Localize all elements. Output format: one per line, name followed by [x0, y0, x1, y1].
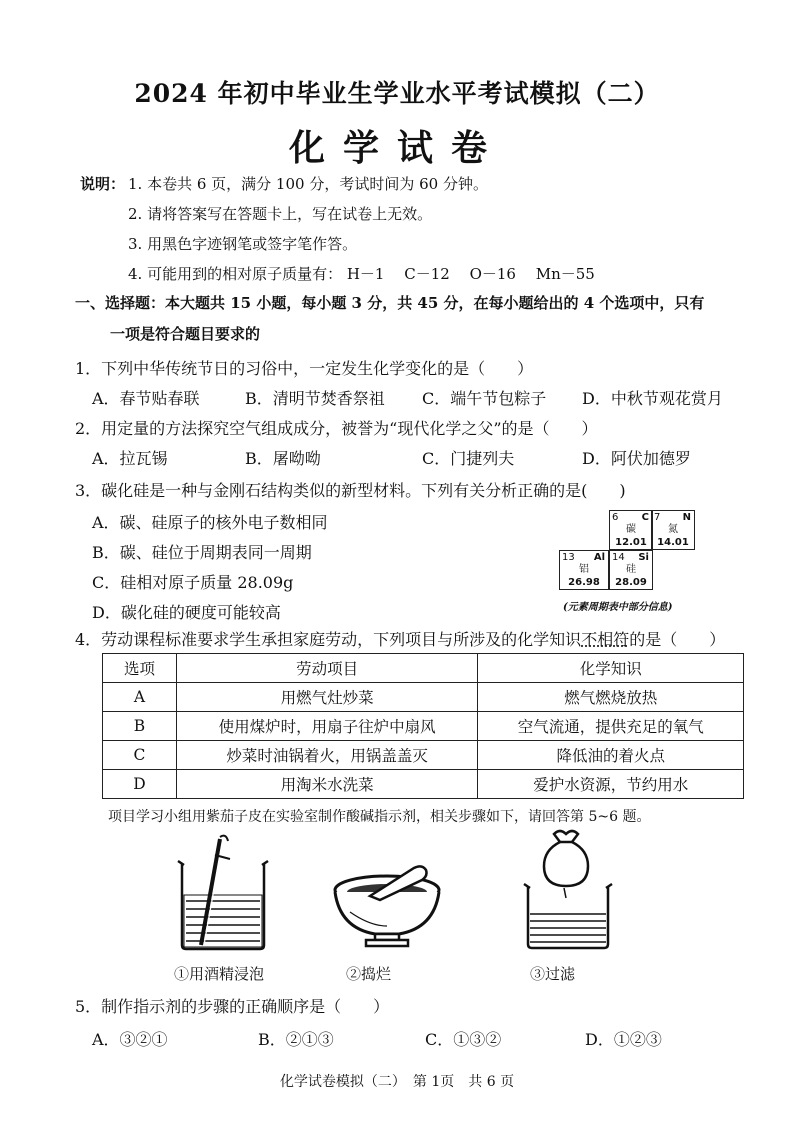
table-row	[103, 741, 744, 770]
table-row	[103, 712, 744, 741]
q2-option-b: B．屠呦呦	[245, 449, 321, 468]
figure-caption-soak: ①用酒精浸泡	[174, 965, 265, 983]
periodic-caption: (元素周期表中部分信息)	[563, 602, 673, 613]
atomic-number: 6	[612, 512, 619, 523]
q4-stem-part1: 4．劳动课程标准要求学生承担家庭劳动，下列项目与所涉及的化学知识	[75, 630, 582, 649]
table-cell: 炒菜时油锅着火，用锅盖盖灭	[176, 741, 478, 770]
subject-title: 化学试卷	[288, 127, 505, 169]
q4-stem-part2: 的是（ ）	[629, 630, 726, 649]
question-5-stem: 5．制作指示剂的步骤的正确顺序是（ ）	[75, 997, 390, 1016]
periodic-table-excerpt	[559, 510, 695, 600]
atomic-mass: 26.98	[568, 577, 600, 588]
element-name: 铝	[579, 564, 589, 575]
q2-option-d: D．阿伏加德罗	[582, 449, 691, 468]
instruction-item: 3. 用黑色字迹钢笔或签字笔作答。	[128, 235, 358, 253]
q2-option-c: C．门捷列夫	[422, 449, 515, 468]
atomic-mass: 12.01	[615, 537, 647, 548]
header-chem-knowledge: 化学知识	[478, 654, 744, 683]
element-symbol: C	[641, 512, 649, 523]
q4-table	[102, 653, 744, 799]
periodic-cell-silicon	[609, 550, 653, 590]
q3-option-d: D．碳化硅的硬度可能较高	[92, 603, 281, 622]
q5-option-a: A．③②①	[92, 1030, 168, 1049]
section-heading: 一、选择题：本大题共 15 小题，每小题 3 分，共 45 分，在每小题给出的 4 个选项中，只有	[75, 294, 705, 312]
q5-option-b: B．②①③	[258, 1030, 334, 1049]
instruction-item: 2. 请将答案写在答题卡上，写在试卷上无效。	[128, 205, 433, 223]
section-heading-cont: 一项是符合题目要求的	[110, 325, 261, 343]
atomic-mass: 14.01	[657, 537, 689, 548]
instruction-item: 4. 可能用到的相对原子质量有： H－1 C－12 O－16 Mn－55	[128, 265, 595, 283]
table-row	[103, 770, 744, 799]
table-cell: B	[103, 712, 177, 741]
element-name: 硅	[626, 564, 636, 575]
filtering-figure	[516, 826, 626, 951]
table-cell: 爱护水资源，节约用水	[478, 770, 744, 799]
figure-caption-mash: ②捣烂	[346, 965, 392, 983]
element-symbol: Si	[638, 552, 649, 563]
q4-stem-emphasis: 不相符	[581, 630, 630, 649]
exam-title: 2024 年初中毕业生学业水平考试模拟（二）	[134, 79, 660, 108]
table-cell: C	[103, 741, 177, 770]
q2-option-a: A．拉瓦锡	[92, 449, 168, 468]
q5-option-d: D．①②③	[585, 1030, 662, 1049]
instructions-label: 说明：	[80, 175, 126, 193]
table-cell: 降低油的着火点	[478, 741, 744, 770]
q1-option-c: C．端午节包粽子	[422, 389, 547, 408]
periodic-cell-nitrogen	[651, 510, 695, 550]
q1-option-b: B．清明节焚香祭祖	[245, 389, 385, 408]
atomic-number: 14	[612, 552, 625, 563]
element-name: 碳	[626, 524, 636, 535]
table-header-row	[103, 654, 744, 683]
figure-caption-filter: ③过滤	[530, 965, 576, 983]
table-cell: 用燃气灶炒菜	[176, 683, 478, 712]
table-cell: 空气流通，提供充足的氧气	[478, 712, 744, 741]
table-row	[103, 683, 744, 712]
header-labor-item: 劳动项目	[176, 654, 478, 683]
question-3-stem: 3．碳化硅是一种与金刚石结构类似的新型材料。下列有关分析正确的是( )	[75, 481, 626, 500]
element-symbol: N	[682, 512, 691, 523]
atomic-number: 7	[654, 512, 661, 523]
element-name: 氮	[668, 524, 678, 535]
q3-option-b: B．碳、硅位于周期表同一周期	[92, 543, 312, 562]
question-4-stem	[75, 627, 725, 650]
atomic-number: 13	[562, 552, 575, 563]
periodic-cell-carbon	[609, 510, 653, 550]
table-cell: 用淘米水洗菜	[176, 770, 478, 799]
table-cell: D	[103, 770, 177, 799]
q3-option-a: A．碳、硅原子的核外电子数相同	[92, 513, 328, 532]
mortar-pestle-figure	[330, 862, 445, 952]
instruction-item: 1. 本卷共 6 页，满分 100 分，考试时间为 60 分钟。	[128, 175, 488, 193]
periodic-cell-aluminum	[559, 550, 609, 590]
q5-6-context: 项目学习小组用紫茄子皮在实验室制作酸碱指示剂，相关步骤如下，请回答第 5~6 题。	[108, 809, 651, 825]
page-footer: 化学试卷模拟（二） 第 1页 共 6 页	[279, 1074, 515, 1090]
q3-option-c: C．硅相对原子质量 28.09g	[92, 573, 294, 592]
table-cell: 使用煤炉时，用扇子往炉中扇风	[176, 712, 478, 741]
q1-option-a: A．春节贴春联	[92, 389, 200, 408]
atomic-mass: 28.09	[615, 577, 647, 588]
header-option: 选项	[103, 654, 177, 683]
table-cell: A	[103, 683, 177, 712]
question-1-stem: 1．下列中华传统节日的习俗中，一定发生化学变化的是（ ）	[75, 359, 534, 378]
table-cell: 燃气燃烧放热	[478, 683, 744, 712]
beaker-soaking-figure	[168, 833, 278, 953]
element-symbol: Al	[593, 552, 605, 563]
q1-option-d: D．中秋节观花赏月	[582, 389, 723, 408]
question-2-stem: 2．用定量的方法探究空气组成成分，被誉为“现代化学之父”的是（ ）	[75, 419, 598, 438]
q5-option-c: C．①③②	[425, 1030, 502, 1049]
